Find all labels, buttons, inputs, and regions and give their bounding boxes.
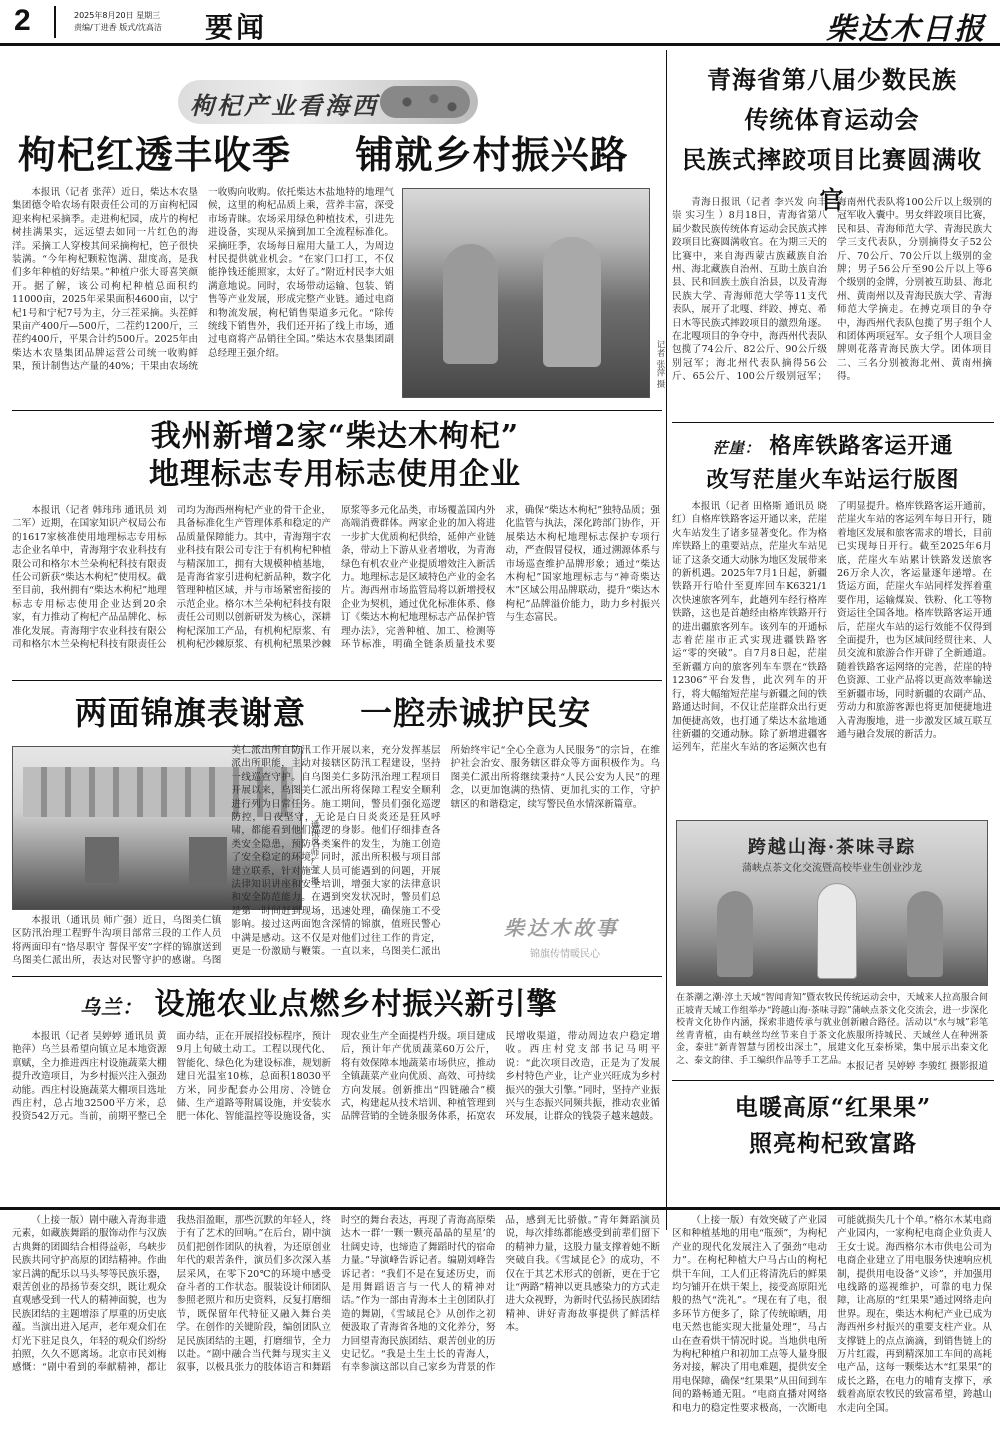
story6-headline-prefix: 茫崖： [712,439,761,457]
story2-headline-line2: 地理标志专用标志使用企业 [149,457,521,492]
banner-title: 枸杞产业看海西 [190,91,379,120]
serial-continuation-body [12,1214,660,1428]
story3-headline [18,690,648,736]
story2-headline-line1: 我州新增2家“柴达木枸杞” [150,419,520,454]
story8-body [672,1214,992,1428]
story5-body [672,196,992,416]
story1-photo-credit: 记者 张萍 摄 [655,340,665,388]
story5-body-text: 青海日报讯（记者 李兴发 向丰 崇 实习生 ）8月18日，青海省第八届少数民族传统体育运动会民族式摔跤项目比赛圆满收官。在为期三天的比赛中，来自海西蒙古族藏族自治州、海北藏族自治州、互助土族自治县、民和回族土族自治县，以及青海民族大学、青海师范大学等11支代表队，展开了北嘎、绊跤、搏克、希日木等民族式摔跤项目的激烈角逐。在北嘎项目的争夺中，海西州代表队包揽了74公斤、82公斤、90公斤级别冠军；海北州代表队摘得56公斤、65公斤、100公斤级别冠军；海南州代表队将100公斤以上级别的冠军收入囊中。男女绊跤项目比赛，民和县、青海师范大学、青海民族大学三支代表队，分别摘得女子52公斤、70公斤、70公斤以上级别的金牌；男子56公斤至90公斤以上等6个级别的金牌，分别被互助县、海北州、黄南州以及青海民族大学、青海师范大学摘走。在搏克项目的争夺中，海西州代表队包揽了男子组个人和团体两项冠军。女子组个人项目金牌则花落青海民族大学。团体项目二、三名分别被海北州、黄南州摘得。 [672,197,992,383]
goji-berry-icon [380,86,470,118]
story7-photo-title: 跨越山海·茶味寻踪 [747,837,917,858]
story8-headline-line1: 电暖高原“红果果” [734,1094,932,1121]
story4-headline-prefix: 乌兰： [80,995,143,1019]
story6-body [672,500,992,812]
story8-headline [672,1090,994,1170]
story2-body [12,504,660,674]
story1-body [12,186,394,400]
story7-caption-text: 在茶潮之潮·淳土天域“智闻青知”暨农牧民传统运动会中，天域来人拉高服合间正坡青天域工作组举办“跨越山海·茶味寻踪”蒲峡点茶文化交流会，进一步深化校青文化协作内涵，探索非遗传承与就业创新融合路径。活动以“水与城”彩笔丝青青植，由有峡丝均丝节来自于茶文化族服所持城民、天域丝人在种洲茶金，泰驻“新青智慧与团校出深土”，展建文化互泰桥梁，集中展示出泰文化之、泰文韵律、手工编织作品等手工艺品。 [676,993,988,1066]
story4-headline [80,984,640,1026]
story1-photo-goji-pickers [402,188,650,398]
story1-body-text: 本报讯（记者 张萍）近日，柴达木农垦集团德令哈农场有限责任公司的万亩枸杞园迎来枸杞采摘季。走进枸杞园，成片的枸杞树挂满果实，远远望去如同一片红色的海洋。采摘工人穿梭其间采摘枸杞，笆子很快装满。“今年枸杞颗粒饱满、甜度高，是我们多年种植的好结果。”种植户张大哥喜笑颜开。据了解，该公司枸杞种植总面积约11000亩，2025年采果面积4600亩，以宁杞1号和宁杞7号为主，分三茬采摘。头茬鲜果亩产400斤—500斤，二茬约1200斤，三茬约400斤，平果合计约500斤。2025年由柴达木农垦集团品牌运营公司统一收购鲜果，预计制售达产量的40%；干果由农场统一收购向收购。依托柴达木盐地特的地理气候，这里的枸杞品质上乘，营养丰富，深受市场青睐。农场采用绿色种植技术，引进先进设备，实现从采摘到加工全流程标准化。采摘旺季，农场每日雇用大量工人，为周边村民提供就业机会。“在家门口打工，不仅能挣钱还能照家，太好了。”附近村民李大姐满意地说。同时，农场带动运输、包装、销售等产业发展，形成完整产业链。通过电商和物流发展，枸杞销售渠道多元化。“除传统线下销售外，我们还开拓了线上市场，通过电商将产品销往全国。”柴达木农垦集团副总经理王强介绍。 [12,187,394,373]
story4-body-text: 本报讯（记者 吴婷婷 通讯员 黄艳萍）乌兰县希望向镇立足本地资源禀赋，全力推进西庄村设施蔬菜大棚提升改造项目，为乡村振兴注入强劲动能。西庄村设施蔬菜大棚项目选址西庄村，总占地32500平方米，总投资542万元。当前，前期平整已全面办结，正在开展招投标程序，预计9月上旬破土动工。工程以现代化、智能化、绿色化为建设标准，规划新建日光温室10栋，总面积18030平方米，同步配套办公用房、冷链仓储、生产道路等附属设施，并安装水肥一体化、智能温控等设施设备，实现农业生产全面提档升级。项目建成后，预计年产优质蔬菜60万公斤，将有效保障本地蔬菜市场供应，推动全镇蔬菜产业向优质、高效、可持续方向发展。创新推出“四链融合”模式，构建起从技术培训、种植管理到品牌营销的全链条服务体系，拓宽农民增收渠道，带动周边农户稳定增收。西庄村党支部书记马明平说：“此次项目改造，正是为了发展乡村特色产业，让产业兴旺成为乡村振兴的强大引擎。”同时，坚持产业振兴与生态振兴同频共振，推动农业循环发展，让群众的钱袋子越来越鼓。 [12,1031,660,1123]
story4-headline-main: 设施农业点燃乡村振兴新引擎 [154,987,558,1022]
serial-continuation-text: （上接一版）剧中融入青海非遗元素，如藏族舞蹈的服饰动作与汉族古典舞的团圆结合相得益彰，乌峡步民族共同守护高原的团结精神。作曲家吕满的配乐以马头琴等民族乐器，艰苦创业的昂扬节奏交织，既让观众直观感受到一代人的精神面貌，也为民族团结的主题增添了厚重的历史底蕴。当演出进入尾声，老年观众们在灯光下驻足良久，年轻的观众们纷纷拍照，久久不愿离场。北京市民刘梅感慨：“剧中看到的奉献精神，都让我热泪盈眶，那些沉默的年轻人，终于有了艺术的回响。”在后台，剧中演员们把创作团队的执着，为还原创业年代的艰苦条件，演员们多次深入基层采风，在零下20℃的环境中感受奋斗者的工作状态。服装设计师团队参照老照片和历史资料，反复打磨细节，既保留年代特征又融入舞台美学。在创作的关键阶段，编创团队立足民族团结的主题，打磨细节，全力以赴。“剧中融合当代舞与现实主义叙事，以极具张力的肢体语言和舞蹈时空的舞台表达，再现了青海高原柴达木一群‘一颗一颗亮晶晶的星星’的壮阔史诗，也缔造了舞蹈时代的宿命力量。”导演峰告诉记者。编剧刘峰告诉记者：“我们不是在复述历史，而是用舞蹈语言与一代人的精神对话。”作为一部由青海本土主创团队打造的舞剧，《雪域昆仑》从创作之初便汲取了青海省各地的文化养分，努力回望青海民族团结、艰苦创业的历史记忆。“我是土生土长的青海人，有幸参演这部以自己家乡为背景的作品，感到无比骄傲。”青年舞蹈演员说，每次排练都能感受到前辈们留下的精神力量，这股力量支撑着她不断突破自我。《雪域昆仑》的成功，不仅在于其艺术形式的创新，更在于它让“两路”精神以更具感染力的方式走进大众视野，为新时代弘扬民族团结精神、讲好青海故事提供了鲜活样本。 [12,1215,660,1374]
story6-body-text: 本报讯（记者 田格斯 通讯员 晓红）自格库铁路客运开通以来，茫崖火车站发生了诸多显著变化。作为格库铁路上的重要站点，茫崖火车站见证了这条交通大动脉为地区发展带来的新机遇。2025年7月1日起，新疆铁路开行哈什至夏库回车K6321/1次快速旅客列车，此趟列车经行格库铁路，这也是首趟经由格库铁路开行的进出疆旅客列车。该列车的开通标志着茫崖市正式实现进疆铁路客运“零的突破”。自7月8日起，茫崖至新疆方向的旅客列车车票在“铁路12306”平台发售，此次列车的开行，将大幅缩短茫崖与新疆之间的铁路通达时间，不仅让茫崖群众出行更加便捷高效，也打通了柴达木盆地通往新疆的交通动脉。除了新增进疆客运列车，茫崖火车站的客运频次也有了明显提升。格库铁路客运开通前，茫崖火车站的客运列车每日开行，随着地区发展和旅客需求的增长，目前已实现每日开行。截至2025年6月底，茫崖火车站累计铁路发送旅客26万余人次，客运量逐年递增。在货运方面，茫崖火车站同样发挥着重要作用，运输煤炭、铁粉、化工等物资运往全国各地。格库铁路客运开通后，茫崖火车站的运行效能不仅得到全面提升，也为区域间经贸往来、人员交流和旅游合作开辟了全新通道。随着铁路客运网络的完善，茫崖的特色资源、工业产品将以更高效率输送至新疆市场，同时新疆的农副产品、劳动力和旅游客源也将更加便捷地进入青海腹地，进一步激发区域互联互通与融合发展的新活力。 [672,501,992,754]
story3-body-text: 本报讯（通讯员 师广强）近日，乌图美仁镇区防汛治理工程野牛沟项目部常三段的工作人员将两面印有“恪尽职守 誓保平安”字样的锦旗送到乌图美仁派出所，表达对民警守护的感谢。乌图美仁派出所自防汛工作开展以来，充分发挥基层派出所职能，主动对接辖区防汛工程建设，坚持一线巡查守护。自乌图美仁多防汛治理工程项目开展以来，乌图美仁派出所将保障工程安全顺利进行列为日常任务。施工期间，警员们强化巡逻防控，日夜坚守，无论是白日炎炎还是狂风呼啸，都能看到他们巡逻的身影。他们仔细排查各类安全隐患，预防各类案件的发生，为施工创造了安全稳定的环境。同时，派出所积极与项目部建立联系，针对施工人员可能遇到的问题，开展法律知识讲座和安全培训，增强大家的法律意识和安全防范能力。在遇到突发状况时，警员们总是第一时间赶到现场，迅速处理，确保施工不受影响。接过这两面饱含深情的锦旗，值班民警心中满是感动。这不仅是对他们过往工作的肯定，更是一份激励与鞭策。一直以来，乌图美仁派出所始终牢记“全心全意为人民服务”的宗旨，在维护社会治安、服务辖区群众等方面积极作为。乌图美仁派出所将继续秉持“人民公安为人民”的理念，以更加饱满的热情、更加扎实的工作，守护辖区的和谐稳定，续写警民鱼水情深新篇章。 [12,745,660,967]
story1-headline [18,130,648,180]
issue-meta [74,10,162,34]
story4-body [12,1030,660,1198]
watermark-subtitle: 锦旗传情暖民心 [530,949,600,960]
issue-editors: 责编/丁进香 版式/沈高洁 [74,23,162,32]
story6-headline-line2: 改写茫崖火车站运行版图 [706,467,960,493]
story7-caption [676,992,988,1066]
story5-headline [672,60,992,214]
story5-headline-line2: 传统体育运动会 [744,105,920,134]
newspaper-logo: 柴达木日报 [826,12,986,47]
story3-watermark [504,912,654,964]
story7-credit: 本报记者 吴婷婷 李骏红 摄影报道 [845,1061,988,1072]
story1-headline-b: 铺就乡村振兴路 [355,132,629,177]
story2-body-text: 本报讯（记者 韩玮玮 通讯员 刘二军）近期，在国家知识产权局公布的1617家核准使用地理标志专用标志企业名单中，青海翔宇农业科技有限公司和格尔木兰朵枸杞科技有限责任公司新获“柴达木枸杞”使用权。截至目前，我州拥有“柴达木枸杞”地理标志专用标志使用企业达到20余家，有力推动了枸杞产品品牌化、标准化发展。青海翔宇农业科技有限公司和格尔木兰朵枸杞科技有限责任公司均为海西州枸杞产业的骨干企业，具备标准化生产管理体系和稳定的产品质量保障能力。其中，青海翔宇农业科技有限公司专注于有机枸杞种植与精深加工，拥有大规模种植基地，是青海省家引进枸杞新品种，数字化管理种植区域，并与市场紧密衔接的示范企业。格尔木兰朵枸杞科技有限责任公司则以创新研发为核心，深耕枸杞深加工产品，有机枸杞原浆、有机枸杞沙棘原浆、有机枸杞黑果沙棘原浆等多元化品类，市场覆盖国内外高端消费群体。两家企业的加入将进一步扩大优质枸杞供给，延伸产业链条，带动上下游从业者增收，为青海绿色有机农业产业提质增效注入新活力。地理标志是区域特色产业的金名片。海西州市场监管局将以新增授权企业为契机，通过优化标准体系、修订《柴达木枸杞地理标志产品保护管理办法》，完善种植、加工、检测等环节标准，明确全链条质量技术要求，确保“柴达木枸杞”独特品质；强化监管与执法，深化跨部门协作，开展柴达木枸杞地理标志保护专项行动，严查假冒侵权，通过溯源体系与市场巡查维护品牌形象；通过“柴达木枸杞”国家地理标志与“神奇柴达木”区域公用品牌联动，提升“柴达木枸杞”品牌溢价能力，助力乡村振兴与生态富民。 [12,505,660,651]
masthead [0,0,1000,46]
story6-headline [672,430,994,496]
story5-headline-line1: 青海省第八届少数民族 [707,65,957,94]
page-number: 2 [14,4,31,37]
story8-headline-line2: 照亮枸杞致富路 [749,1130,917,1157]
story3-photo-credit: 通讯员 师广强 摄 [309,820,319,885]
section-title: 要闻 [205,11,268,44]
story7-photo-subtitle: 蒲峡点茶文化交流暨高校毕业生创业沙龙 [742,863,922,874]
issue-date: 2025年8月20日 星期三 [74,11,161,20]
story6-headline-line1: 格库铁路客运开通 [769,433,954,459]
column-banner [178,80,478,124]
watermark-title: 柴达木故事 [504,916,619,940]
story1-headline-a: 枸杞红透丰收季 [18,132,292,177]
story2-headline [20,418,650,498]
story7-photo-tea-salon [676,820,988,986]
story3-headline-b: 一腔赤诚护民安 [360,694,592,732]
story3-headline-a: 两面锦旗表谢意 [74,694,306,732]
story8-body-text: （上接一版）有效突破了产业园区和种植基地的用电“瓶颈”，为枸杞产业的现代化发展注入了强劲“电动力”。在枸杞种植大户马占山的枸杞烘干车间，工人们正将清洗后的鲜果均匀铺开在烘干架上，接受高原阳光般的热气“洗礼”。“现在有了电，很多环节方便多了，除了传统晾晒，用电天然也能实现大批量处理”，马占山在查看烘干情况时说。当地供电所为枸杞种植户和初加工点等人量身服务对接，解决了用电难题，提供安全用电保障，确保“红果果”从田间到车间的路畅通无阻。“电商直播对网络和电力的稳定性要求极高，一次断电可能就损失几十个单。”格尔木某电商产业园内，一家枸杞电商企业负责人王女士说。海西格尔木市供电公司为电商企业建立了用电服务快速响应机制，提供用电设备“义诊”，并加强用电线路的巡视维护，可靠的电力保障，让高原的“红果果”通过网络走向世界。现在，柴达木枸杞产业已成为海西州乡村振兴的重要支柱产业。从支撑链上的点点滴滴，到销售链上的万片红霞，再到精深加工车间的高耗电产品，这每一颗柴达木“红果果”的成长之路，在电力的哺育支撑下，承载着高原农牧民的致富希望，跨越山水走向全国。 [672,1215,992,1414]
story5-headline-line3: 民族式摔跤项目比赛圆满收官 [682,145,982,214]
